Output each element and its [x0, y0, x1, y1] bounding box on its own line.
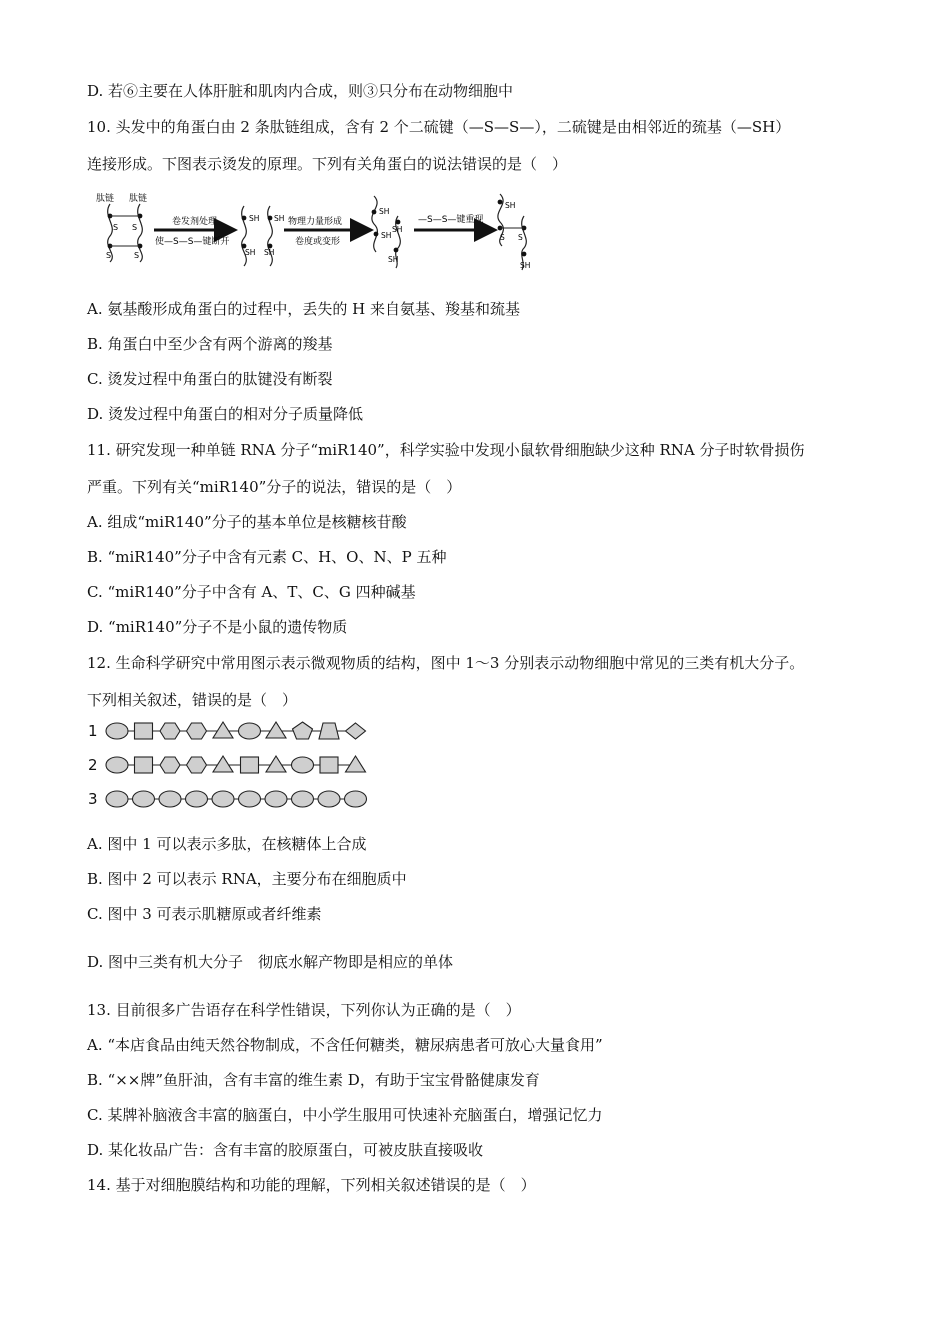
- q10-option-d: D. 烫发过程中角蛋白的相对分子质量降低: [87, 405, 364, 423]
- q10-stem-line-1: 10. 头发中的角蛋白由 2 条肽链组成，含有 2 个二硫键（—S—S—），二硫键是由相邻近的巯基（—SH）: [87, 118, 791, 136]
- monomer-trapezoid: [319, 723, 339, 739]
- monomer-ellipse: [318, 791, 340, 807]
- monomer-ellipse: [239, 791, 261, 807]
- row-label-3: 3: [88, 790, 98, 808]
- atom-s: S: [518, 233, 523, 242]
- monomer-square: [135, 757, 153, 773]
- monomer-ellipse: [292, 757, 314, 773]
- chain-node: [372, 210, 377, 215]
- q13-option-d: D. 某化妆品广告：含有丰富的胶原蛋白，可被皮肤直接吸收: [87, 1141, 484, 1159]
- monomer-ellipse: [292, 791, 314, 807]
- monomer-square: [241, 757, 259, 773]
- q11-option-a: A. 组成“miR140”分子的基本单位是核糖核苷酸: [87, 513, 407, 531]
- monomer-ellipse: [345, 791, 367, 807]
- monomer-hexagon: [187, 723, 207, 739]
- macromolecule-chain-figure: [86, 716, 386, 816]
- monomer-pentagon: [293, 722, 313, 739]
- perm-principle-figure: [92, 188, 552, 272]
- monomer-triangle: [346, 756, 366, 772]
- q10-option-c: C. 烫发过程中角蛋白的肽键没有断裂: [87, 370, 333, 388]
- q11-stem-line-2: 严重。下列有关“miR140”分子的说法，错误的是（ ）: [87, 478, 462, 496]
- q9-option-d: D. 若⑥主要在人体肝脏和肌肉内合成，则③只分布在动物细胞中: [87, 82, 514, 100]
- atom-s: S: [113, 223, 119, 232]
- chain-node: [396, 220, 401, 225]
- monomer-hexagon: [160, 723, 180, 739]
- group-sh: SH: [379, 207, 390, 216]
- atom-s: S: [500, 233, 505, 242]
- q13-option-a: A. “本店食品由纯天然谷物制成，不含任何糖类，糖尿病患者可放心大量食用”: [87, 1036, 603, 1054]
- q12-stem-line-1: 12. 生命科学研究中常用图示表示微观物质的结构，图中 1～3 分别表示动物细胞中常见的三类有机大分子。: [87, 654, 805, 672]
- monomer-ellipse: [133, 791, 155, 807]
- monomer-square: [135, 723, 153, 739]
- q12-option-d: D. 图中三类有机大分子 彻底水解产物即是相应的单体: [87, 953, 454, 971]
- arrow1-bottom-label: 使—S—S—键断开: [155, 237, 230, 247]
- monomer-ellipse: [212, 791, 234, 807]
- monomer-ellipse: [159, 791, 181, 807]
- peptide-chain-right: [268, 206, 273, 266]
- q10-option-b: B. 角蛋白中至少含有两个游离的羧基: [87, 335, 333, 353]
- chain-label-1: 肽链: [96, 194, 115, 204]
- group-sh: SH: [392, 225, 403, 234]
- atom-s: S: [106, 251, 112, 260]
- q12-option-b: B. 图中 2 可以表示 RNA，主要分布在细胞质中: [87, 870, 407, 888]
- chain-node: [242, 216, 247, 221]
- q11-stem-line-1: 11. 研究发现一种单链 RNA 分子“miR140”，科学实验中发现小鼠软骨细胞缺少这种 RNA 分子时软骨损伤: [87, 441, 805, 459]
- q13-option-b: B. “××牌”鱼肝油，含有丰富的维生素 D，有助于宝宝骨骼健康发育: [87, 1071, 540, 1089]
- monomer-hexagon: [160, 757, 180, 773]
- q13-option-c: C. 某牌补脑液含丰富的脑蛋白，中小学生服用可快速补充脑蛋白，增强记忆力: [87, 1106, 603, 1124]
- monomer-diamond: [346, 723, 366, 739]
- q11-option-d: D. “miR140”分子不是小鼠的遗传物质: [87, 618, 348, 636]
- q10-stem-line-2: 连接形成。下图表示烫发的原理。下列有关角蛋白的说法错误的是（ ）: [87, 155, 568, 173]
- peptide-chain-left: [372, 196, 378, 252]
- q12-option-c: C. 图中 3 可表示肌糖原或者纤维素: [87, 905, 322, 923]
- group-sh: SH: [381, 231, 392, 240]
- arrow3-top-label: —S—S—键重现: [418, 215, 484, 225]
- q10-option-a: A. 氨基酸形成角蛋白的过程中，丢失的 H 来自氨基、羧基和巯基: [87, 300, 520, 318]
- q14-stem: 14. 基于对细胞膜结构和功能的理解，下列相关叙述错误的是（ ）: [87, 1176, 536, 1194]
- q12-stem-line-2: 下列相关叙述，错误的是（ ）: [87, 691, 298, 709]
- monomer-ellipse: [106, 757, 128, 773]
- chain-node: [498, 200, 503, 205]
- monomer-ellipse: [239, 723, 261, 739]
- row-label-1: 1: [88, 722, 98, 740]
- chain-node: [394, 248, 399, 253]
- monomer-triangle: [213, 722, 233, 738]
- group-sh: SH: [245, 248, 256, 257]
- peptide-chain-left: [242, 206, 247, 266]
- group-sh: SH: [505, 201, 516, 210]
- q11-option-b: B. “miR140”分子中含有元素 C、H、O、N、P 五种: [87, 548, 447, 566]
- monomer-ellipse: [106, 791, 128, 807]
- row-label-2: 2: [88, 756, 98, 774]
- group-sh: SH: [388, 255, 399, 264]
- monomer-triangle: [266, 722, 286, 738]
- monomer-ellipse: [186, 791, 208, 807]
- arrow2-bottom-label: 卷度或变形: [295, 237, 341, 247]
- monomer-ellipse: [106, 723, 128, 739]
- chain-node: [522, 252, 527, 257]
- q12-option-a: A. 图中 1 可以表示多肽，在核糖体上合成: [87, 835, 367, 853]
- chain-node: [374, 232, 379, 237]
- monomer-triangle: [213, 756, 233, 772]
- atom-s: S: [132, 223, 138, 232]
- group-sh: SH: [274, 214, 285, 223]
- monomer-hexagon: [187, 757, 207, 773]
- chain-node: [268, 216, 273, 221]
- monomer-ellipse: [265, 791, 287, 807]
- arrow2-top-label: 物理力量形成: [288, 217, 343, 227]
- chain-label-2: 肽链: [129, 194, 148, 204]
- group-sh: SH: [520, 261, 531, 270]
- monomer-triangle: [266, 756, 286, 772]
- q13-stem: 13. 目前很多广告语存在科学性错误，下列你认为正确的是（ ）: [87, 1001, 521, 1019]
- group-sh: SH: [264, 248, 275, 257]
- monomer-square: [320, 757, 338, 773]
- atom-s: S: [134, 251, 140, 260]
- arrow1-top-label: 卷发剂处理: [172, 217, 218, 227]
- q11-option-c: C. “miR140”分子中含有 A、T、C、G 四种碱基: [87, 583, 416, 601]
- group-sh: SH: [249, 214, 260, 223]
